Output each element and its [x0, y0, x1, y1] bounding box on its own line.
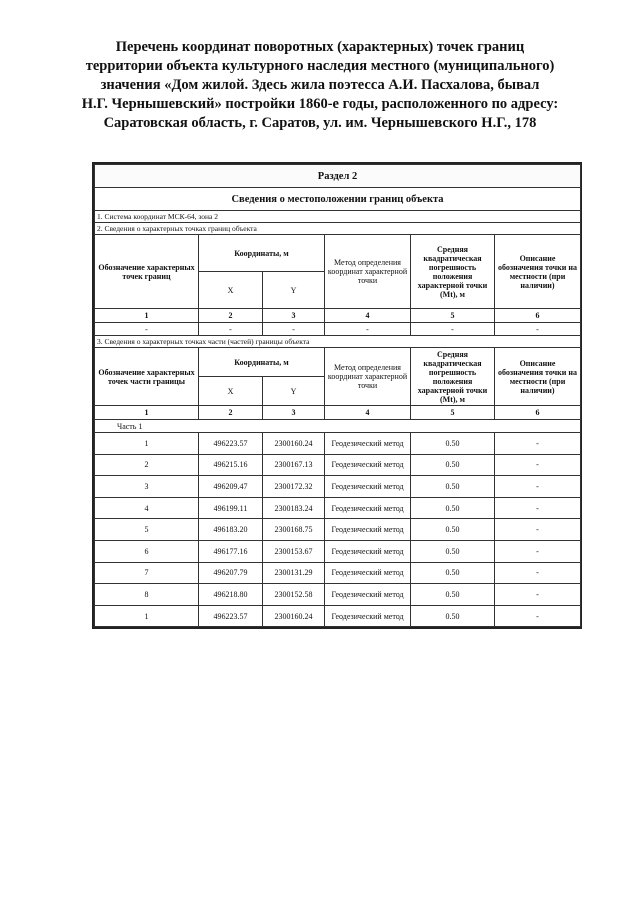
document-title	[40, 38, 600, 133]
t1-num: 4	[325, 309, 411, 323]
x-coordinate-cell: 496177.16	[199, 540, 263, 562]
table-row	[95, 540, 581, 562]
description-cell: -	[495, 519, 581, 541]
t2-num: 5	[411, 406, 495, 420]
y-coordinate-cell: 2300167.13	[263, 454, 325, 476]
y-coordinate-cell: 2300183.24	[263, 497, 325, 519]
t2-num: 4	[325, 406, 411, 420]
point-number-cell: 5	[95, 519, 199, 541]
error-cell: 0.50	[411, 497, 495, 519]
y-coordinate-cell: 2300172.32	[263, 476, 325, 498]
t1-col-error: Средняя квадратическая погрешность положения характерной точки (Мt), м	[411, 235, 495, 309]
t2-col-coords: Координаты, м	[199, 348, 325, 377]
description-cell: -	[495, 476, 581, 498]
method-cell: Геодезический метод	[325, 519, 411, 541]
t2-num: 2	[199, 406, 263, 420]
table-row	[95, 584, 581, 606]
section-heading: Раздел 2	[95, 165, 581, 188]
method-cell: Геодезический метод	[325, 540, 411, 562]
t1-empty-cell: -	[411, 323, 495, 336]
points-caption: 2. Сведения о характерных точках границ объекта	[95, 223, 581, 235]
table-row	[95, 497, 581, 519]
section-document	[92, 162, 582, 629]
t2-col-description: Описание обозначения точки на местности (при наличии)	[495, 348, 581, 406]
method-cell: Геодезический метод	[325, 605, 411, 627]
t1-number-row	[95, 309, 581, 323]
title-line-2: территории объекта культурного наследия местного (муниципального)	[85, 58, 555, 74]
y-coordinate-cell: 2300152.58	[263, 584, 325, 606]
t2-num: 1	[95, 406, 199, 420]
error-cell: 0.50	[411, 519, 495, 541]
point-number-cell: 7	[95, 562, 199, 584]
point-number-cell: 3	[95, 476, 199, 498]
table-row	[95, 562, 581, 584]
table-row	[95, 433, 581, 455]
y-coordinate-cell: 2300160.24	[263, 433, 325, 455]
y-coordinate-cell: 2300168.75	[263, 519, 325, 541]
description-cell: -	[495, 540, 581, 562]
x-coordinate-cell: 496207.79	[199, 562, 263, 584]
point-number-cell: 8	[95, 584, 199, 606]
parts-caption: 3. Сведения о характерных точках части (частей) границы объекта	[95, 336, 581, 348]
t2-col-y: Y	[263, 377, 325, 406]
t1-col-description: Описание обозначения точки на местности (при наличии)	[495, 235, 581, 309]
t1-num: 3	[263, 309, 325, 323]
t2-col-designation: Обозначение характерных точек части границы	[95, 348, 199, 406]
t1-col-designation: Обозначение характерных точек границ	[95, 235, 199, 309]
point-number-cell: 1	[95, 433, 199, 455]
table-row	[95, 605, 581, 627]
t2-num: 3	[263, 406, 325, 420]
x-coordinate-cell: 496209.47	[199, 476, 263, 498]
error-cell: 0.50	[411, 584, 495, 606]
point-number-cell: 4	[95, 497, 199, 519]
t1-empty-cell: -	[495, 323, 581, 336]
t1-col-coords: Координаты, м	[199, 235, 325, 272]
y-coordinate-cell: 2300131.29	[263, 562, 325, 584]
title-line-4: Н.Г. Чернышевский» постройки 1860-е годы, расположенного по адресу:	[81, 96, 559, 112]
error-cell: 0.50	[411, 433, 495, 455]
y-coordinate-cell: 2300153.67	[263, 540, 325, 562]
section-table	[94, 164, 581, 627]
error-cell: 0.50	[411, 454, 495, 476]
table-row	[95, 519, 581, 541]
t1-col-method: Метод определения координат характерной точки	[325, 235, 411, 309]
error-cell: 0.50	[411, 476, 495, 498]
description-cell: -	[495, 562, 581, 584]
t1-empty-cell: -	[199, 323, 263, 336]
t2-col-error: Средняя квадратическая погрешность положения характерной точки (Мt), м	[411, 348, 495, 406]
coord-system: 1. Система координат МСК-64, зона 2	[95, 211, 581, 223]
method-cell: Геодезический метод	[325, 497, 411, 519]
description-cell: -	[495, 454, 581, 476]
t1-col-x: X	[199, 272, 263, 309]
x-coordinate-cell: 496223.57	[199, 605, 263, 627]
t1-empty-cell: -	[95, 323, 199, 336]
x-coordinate-cell: 496183.20	[199, 519, 263, 541]
t2-num: 6	[495, 406, 581, 420]
t2-number-row	[95, 406, 581, 420]
error-cell: 0.50	[411, 605, 495, 627]
method-cell: Геодезический метод	[325, 584, 411, 606]
section-subheading: Сведения о местоположении границ объекта	[95, 188, 581, 211]
x-coordinate-cell: 496215.16	[199, 454, 263, 476]
part-label: Часть 1	[95, 420, 581, 433]
y-coordinate-cell: 2300160.24	[263, 605, 325, 627]
method-cell: Геодезический метод	[325, 476, 411, 498]
t1-col-y: Y	[263, 272, 325, 309]
title-line-1: Перечень координат поворотных (характерных) точек границ	[115, 39, 525, 55]
table-row	[95, 476, 581, 498]
t1-empty-cell: -	[263, 323, 325, 336]
title-line-3: значения «Дом жилой. Здесь жила поэтесса А.И. Пасхалова, бывал	[100, 77, 540, 93]
point-number-cell: 1	[95, 605, 199, 627]
description-cell: -	[495, 584, 581, 606]
t2-col-method: Метод определения координат характерной точки	[325, 348, 411, 406]
point-number-cell: 2	[95, 454, 199, 476]
t1-empty-row	[95, 323, 581, 336]
description-cell: -	[495, 433, 581, 455]
method-cell: Геодезический метод	[325, 433, 411, 455]
description-cell: -	[495, 605, 581, 627]
method-cell: Геодезический метод	[325, 454, 411, 476]
t1-empty-cell: -	[325, 323, 411, 336]
t1-num: 2	[199, 309, 263, 323]
point-number-cell: 6	[95, 540, 199, 562]
method-cell: Геодезический метод	[325, 562, 411, 584]
error-cell: 0.50	[411, 562, 495, 584]
error-cell: 0.50	[411, 540, 495, 562]
description-cell: -	[495, 497, 581, 519]
table-row	[95, 454, 581, 476]
x-coordinate-cell: 496218.80	[199, 584, 263, 606]
t2-col-x: X	[199, 377, 263, 406]
t1-num: 6	[495, 309, 581, 323]
x-coordinate-cell: 496223.57	[199, 433, 263, 455]
t1-num: 1	[95, 309, 199, 323]
coordinate-rows	[95, 433, 581, 627]
t1-num: 5	[411, 309, 495, 323]
x-coordinate-cell: 496199.11	[199, 497, 263, 519]
title-line-5: Саратовская область, г. Саратов, ул. им. Чернышевского Н.Г., 178	[103, 115, 537, 131]
